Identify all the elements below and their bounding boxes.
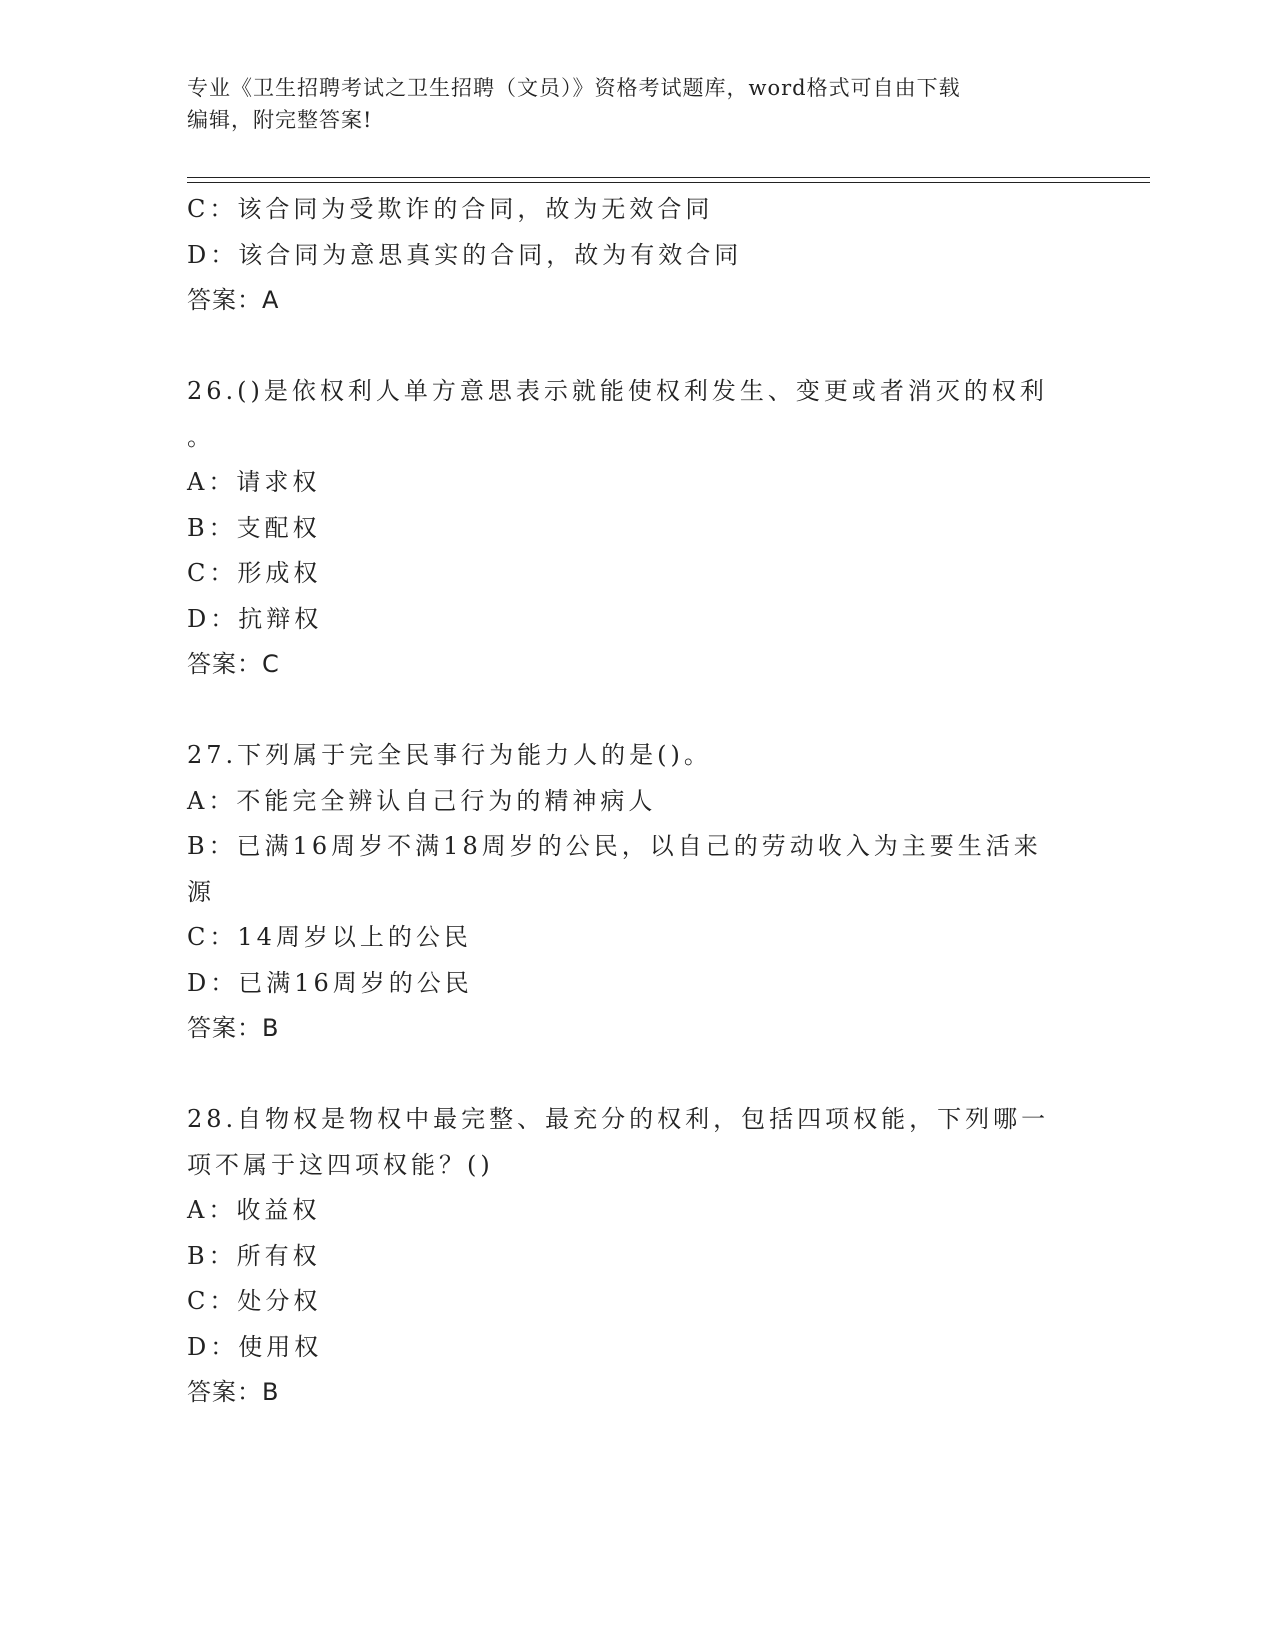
option-b-cont: 源 [187, 877, 215, 906]
header-line-1: 专业《卫生招聘考试之卫生招聘（文员）》资格考试题库，word格式可自由下载 [187, 76, 961, 100]
option-c: C：该合同为受欺诈的合同，故为无效合同 [187, 195, 714, 223]
option-a: A：请求权 [187, 468, 321, 496]
previous-question-tail [187, 187, 1087, 324]
option-d: D：该合同为意思真实的合同，故为有效合同 [187, 240, 743, 269]
header-line-2: 编辑，附完整答案! [187, 108, 373, 132]
option-a: A：收益权 [187, 1196, 321, 1224]
question-stem-cont: 。 [187, 422, 215, 451]
header-rule-top [187, 177, 1150, 178]
option-d: D：已满16周岁的公民 [187, 968, 473, 997]
option-d: D：使用权 [187, 1332, 323, 1361]
option-b: B：已满16周岁不满18周岁的公民，以自己的劳动收入为主要生活来 [187, 832, 1042, 860]
question-stem: 28.自物权是物权中最完整、最充分的权利，包括四项权能，下列哪一 [187, 1105, 1050, 1133]
question-list [187, 187, 1087, 1416]
question-stem: 27.下列属于完全民事行为能力人的是()。 [187, 741, 712, 769]
question-stem: 26.()是依权利人单方意思表示就能使权利发生、变更或者消灭的权利 [187, 377, 1048, 405]
option-b: B：支配权 [187, 513, 321, 542]
question-27 [187, 733, 1087, 1052]
answer: 答案：B [187, 1378, 280, 1406]
page-header [187, 72, 1087, 136]
answer: 答案：C [187, 650, 280, 678]
question-26 [187, 369, 1087, 688]
option-c: C：14周岁以上的公民 [187, 923, 472, 951]
question-28 [187, 1097, 1087, 1416]
option-c: C：处分权 [187, 1287, 322, 1315]
option-c: C：形成权 [187, 559, 322, 587]
question-stem-cont: 项不属于这四项权能？() [187, 1150, 494, 1179]
header-rule-bottom [187, 182, 1150, 183]
option-a: A：不能完全辨认自己行为的精神病人 [187, 786, 657, 815]
option-b: B：所有权 [187, 1241, 321, 1270]
option-d: D：抗辩权 [187, 604, 323, 633]
answer: 答案：A [187, 286, 280, 314]
answer: 答案：B [187, 1014, 280, 1042]
